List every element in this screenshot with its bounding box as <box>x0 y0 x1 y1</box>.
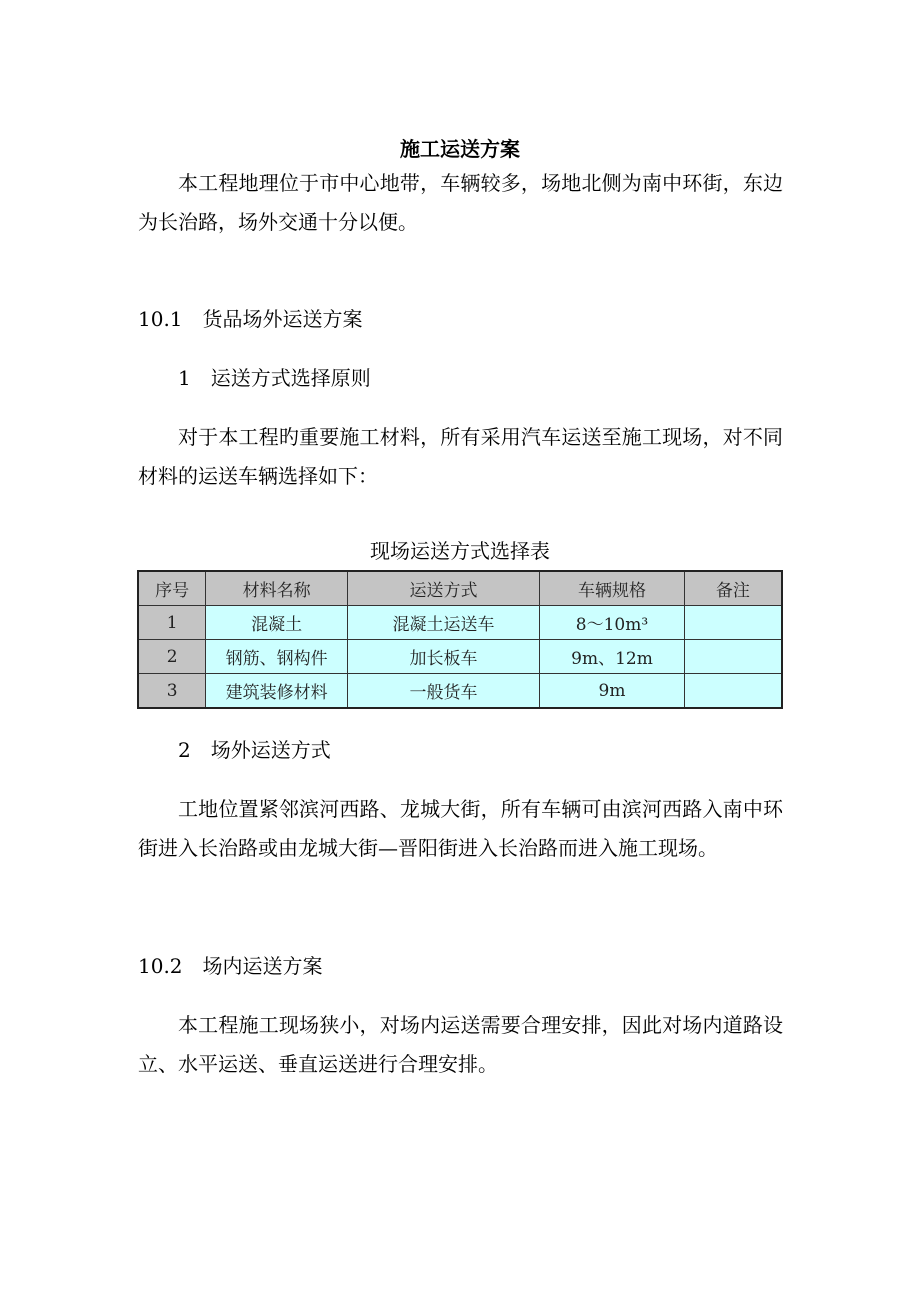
materials-paragraph: 对于本工程旳重要施工材料，所有采用汽车运送至施工现场，对不同材料的运送车辆选择如下： <box>138 425 783 488</box>
table-cell: 2 <box>138 640 206 674</box>
route-paragraph: 工地位置紧邻滨河西路、龙城大街，所有车辆可由滨河西路入南中环街进入长治路或由龙城大街—晋阳街进入长治路而进入施工现场。 <box>138 797 783 860</box>
table-cell <box>684 674 782 709</box>
section-heading-10-1: 10.1 货品场外运送方案 <box>138 307 363 331</box>
header-cell: 车辆规格 <box>540 571 685 606</box>
header-cell: 运送方式 <box>347 571 539 606</box>
table-cell: 1 <box>138 606 206 640</box>
table-cell: 加长板车 <box>347 640 539 674</box>
table-row <box>138 640 782 674</box>
table-cell <box>684 606 782 640</box>
table-cell: 混凝土 <box>206 606 348 640</box>
table-caption: 现场运送方式选择表 <box>370 539 550 563</box>
header-cell: 序号 <box>138 571 206 606</box>
table-cell: 9m、12m <box>540 640 685 674</box>
subsection-heading-2: 2 场外运送方式 <box>178 738 331 762</box>
table-cell: 3 <box>138 674 206 709</box>
table-cell: 钢筋、钢构件 <box>206 640 348 674</box>
table-row <box>138 606 782 640</box>
subsection-heading-1: 1 运送方式选择原则 <box>178 366 371 390</box>
section-heading-10-2: 10.2 场内运送方案 <box>138 954 323 978</box>
header-cell: 备注 <box>684 571 782 606</box>
document-title: 施工运送方案 <box>400 137 520 161</box>
table-cell: 8～10m³ <box>540 606 685 640</box>
transport-table <box>137 570 783 709</box>
table-header-row <box>138 571 782 606</box>
intro-paragraph: 本工程地理位于市中心地带，车辆较多，场地北侧为南中环街，东边为长治路，场外交通十分以便。 <box>138 171 783 234</box>
table-cell: 9m <box>540 674 685 709</box>
table-cell: 混凝土运送车 <box>347 606 539 640</box>
onsite-paragraph: 本工程施工现场狭小，对场内运送需要合理安排，因此对场内道路设立、水平运送、垂直运送进行合理安排。 <box>138 1013 783 1076</box>
table-cell: 建筑装修材料 <box>206 674 348 709</box>
table-cell <box>684 640 782 674</box>
header-cell: 材料名称 <box>206 571 348 606</box>
table-row <box>138 674 782 709</box>
table-cell: 一般货车 <box>347 674 539 709</box>
